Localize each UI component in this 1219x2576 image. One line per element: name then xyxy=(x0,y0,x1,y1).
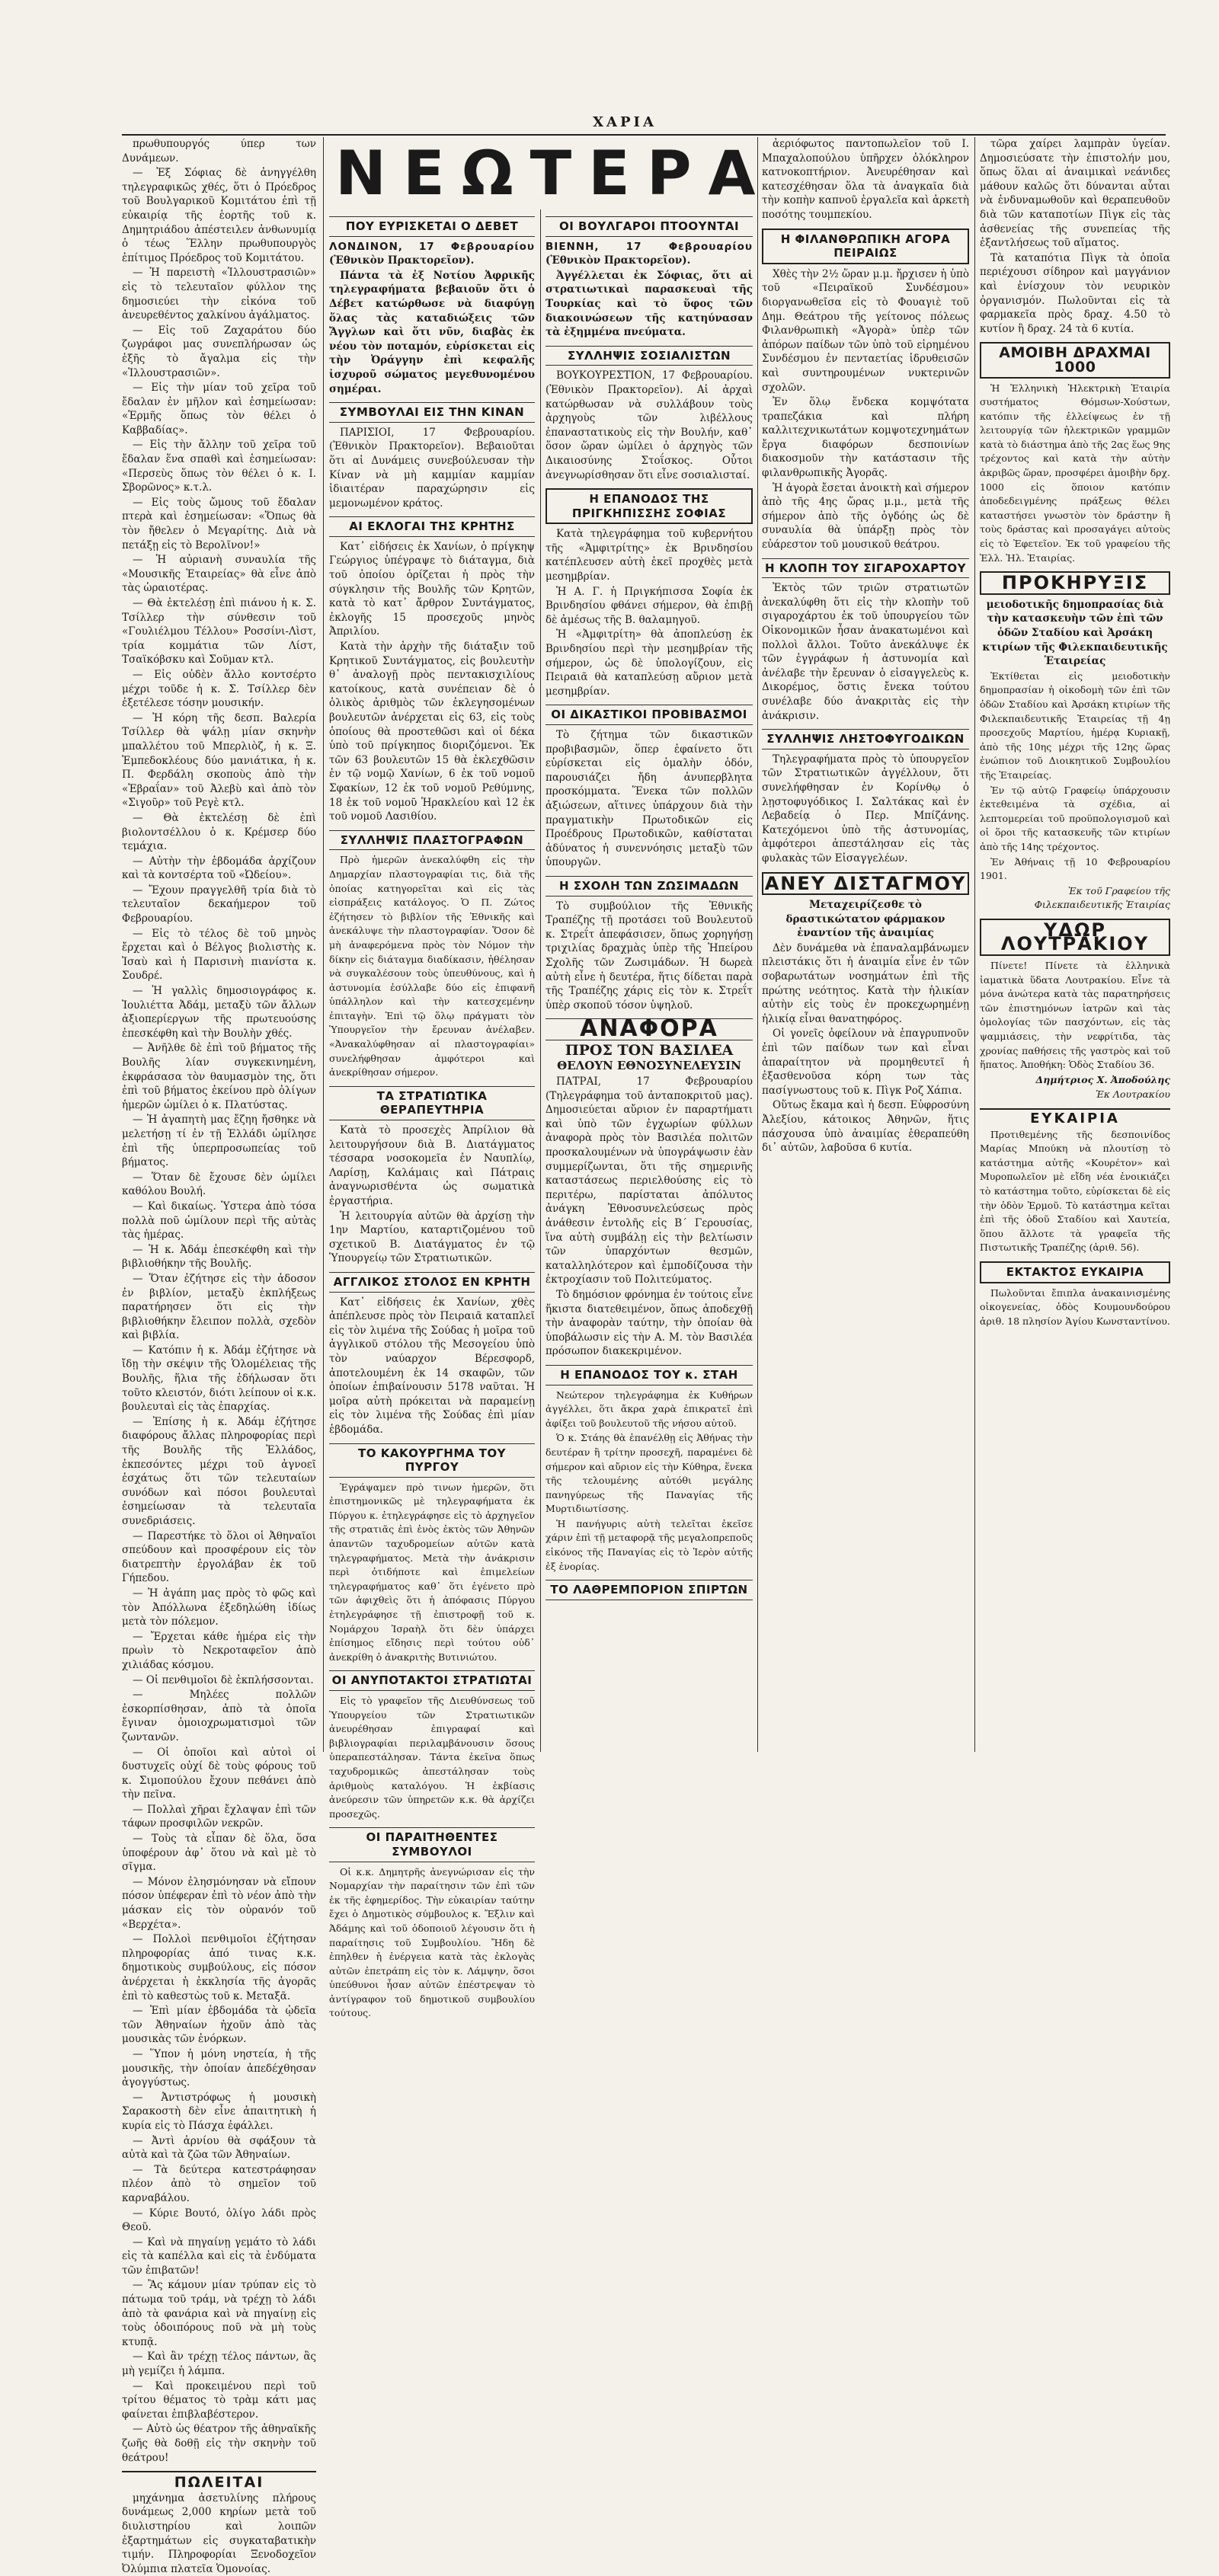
subheadline: Μεταχειρίζεσθε τὸ δραστικώτατον φάρμακον ἐναντίον τῆς ἀναιμίας xyxy=(785,899,945,940)
headline-ektaktos: ΕΚΤΑΚΤΟΣ ΕΥΚΑΙΡΙΑ xyxy=(980,1261,1170,1283)
column-1 xyxy=(122,137,316,2575)
article-text: Κατὰ τὸ προσεχὲς Ἀπρίλιον θὰ λειτουργήσουν διὰ Β. Διατάγματος τέσσαρα νοσοκομεῖα ἐν Ναυπλίῳ, Λαρίσῃ, Καλάμαις καὶ Πάτραις ἀναγνωρισθέντα ὡς σωματικὰ ἐργαστήρια. xyxy=(329,1124,535,1207)
news-item: — Εἰς τὸ τέλος δὲ τοῦ μηνὸς ἔρχεται καὶ ὁ Βέλγος βιολιστὴς κ. Ἰσαὺ καὶ ἡ Παρισινὴ πιανίστα κ. Σουδρέ. xyxy=(122,927,316,983)
headline-pyrgos: ΤΟ ΚΑΚΟΥΡΓΗΜΑ ΤΟΥ ΠΥΡΓΟΥ xyxy=(329,1443,535,1478)
news-item: — Ἔχουν πραγγελθῆ τρία διὰ τὸ τελευταῖον δεκαήμερον τοῦ Φεβρουαρίου. xyxy=(122,884,316,925)
article-text: Κατὰ τὴν ἀρχὴν τῆς διάταξιν τοῦ Κρητικοῦ Συντάγματος, εἰς βουλευτὴν θ᾿ ἀναλογῇ πρὸς πεντακισχιλίους κατοίκους, κατὰ συνέπειαν δὲ ὁ ὁλικὸς ἀριθμὸς τῶν ἐκλεγησομένων βουλευτῶν ἀνέρχεται εἰς 63, εἰς τοὺς ὁποίους θὰ προστεθῶσι καὶ οἱ δέκα ὑπὸ τοῦ πρίγκηπος διοριζόμενοι. Ἐκ τῶν 63 βουλευτῶν 15 θὰ ἐκλεχθῶσιν ἐν τῷ νομῷ Χανίων, 6 ἐκ τοῦ νομοῦ Σφακίων, 12 ἐκ τοῦ νομοῦ Ρεθύμνης, 18 ἐκ τοῦ νομοῦ Ἡρακλείου καὶ 12 ἐκ τοῦ νομοῦ Λασιθίου. xyxy=(329,641,535,823)
headline-anypotaktoi: ΟΙ ΑΝΥΠΟΤΑΚΤΟΙ ΣΤΡΑΤΙΩΤΑΙ xyxy=(329,1670,535,1691)
news-item: — Αὐτὴν τὴν ἑβδομάδα ἀρχίζουν καὶ τὰ κοντσέρτα τοῦ «Ὠδείου». xyxy=(122,855,316,882)
column-2 xyxy=(329,137,535,2019)
news-item: — Ἔρχεται κάθε ἡμέρα εἰς τὴν πρωὶν τὸ Νεκροταφεῖον ἀπὸ χιλιάδας κόσμου. xyxy=(122,1630,316,1671)
news-source: (Ἐθνικὸν Πρακτορεῖον). xyxy=(329,254,475,267)
headline-kina: ΣΥΜΒΟΥΛΑΙ ΕΙΣ ΤΗΝ ΚΙΝΑΝ xyxy=(329,402,535,423)
article-text: Οὕτως ἔκαμα καὶ ἡ δεσπ. Εὐφροσύνη Ἀλεξίου, κάτοικος Ἀθηνῶν, ἥτις πάσχουσα ὑπὸ ἀναιμίας ἐθεραπεύθη δι᾿ αὐτῶν, λαβοῦσα 6 κυτία. xyxy=(762,1099,969,1155)
column-1-text xyxy=(122,137,316,2465)
news-item: — Ἡ ἀγάπη μας πρὸς τὸ φῶς καὶ τὸν Ἀπόλλωνα ἐξεδηλώθη ἰδίως μετὰ τὸν πόλεμον. xyxy=(122,1587,316,1628)
headline-stais: Η ΕΠΑΝΟΔΟΣ ΤΟΥ κ. ΣΤΑΗ xyxy=(546,1365,753,1385)
headline-anafora: ΑΝΑΦΟΡΑ xyxy=(546,1018,753,1040)
headline-prokirixis: ΠΡΟΚΗΡΥΞΙΣ xyxy=(980,571,1170,595)
news-item: — Ἡ γαλλὶς δημοσιογράφος κ. Ἰουλιέττα Ἀδάμ, μεταξὺ τῶν ἄλλων ἀξιοπερίεργων τῆς πρωτευούσης ἐπεσκέφθη καὶ τὴν Βουλὴν χθές. xyxy=(122,985,316,1040)
news-item: πρωθυπουργός ύπερ των Δυνάμεων. xyxy=(122,138,316,165)
article-text: Κατ᾿ εἰδήσεις ἐκ Χανίων, ὁ πρίγκηψ Γεώργιος ὑπέγραψε τὸ διάταγμα, διὰ τοῦ ὁποίου ὁρίζεται ἡ πρὸς τὴν σύγκλησιν τῆς Βουλῆς τῶν Κρητῶν, κατὰ τὸ κατ᾿ ἄρθρον Συντάγματος, ἐκλογῆς 15 προσεχοῦς μηνὸς Ἀπριλίου. xyxy=(329,540,535,638)
top-rule xyxy=(122,134,1166,136)
news-item: — Ἡ κόρη τῆς δεσπ. Βαλερία Τσίλλερ θὰ ψάλῃ μίαν σκηνὴν μπαλλέτου τοῦ Μπερλιὸζ, ἡ κ. Ξ. Ἐμπεδοκλέους δύο μανιάτικα, ἡ κ. Π. Φερδάλη σκοποὺς ἀπὸ τὴν «Ἑβραΐαν» τοῦ Ἀλεβὺ καὶ ἀπὸ τὸν «Σιγοῦρ» τοῦ Ρεγὲ κτλ. xyxy=(122,711,316,810)
headline-listes: ΣΥΛΛΗΨΙΣ ΛΗΣΤΟΦΥΓΟΔΙΚΩΝ xyxy=(762,729,969,749)
headline-kriti: ΑΙ ΕΚΛΟΓΑΙ ΤΗΣ ΚΡΗΤΗΣ xyxy=(329,516,535,537)
news-item: — Οἱ ὁποῖοι καὶ αὐτοὶ οἱ δυστυχεῖς οὐχί δὲ τοὺς φόρους τοῦ κ. Σιμοπούλου ἔχουν πεθάνει ἀπὸ τὴν πεῖνα. xyxy=(122,1746,316,1801)
article-text: Πίνετε! Πίνετε τὰ ἑλληνικὰ ἰαματικὰ ὕδατα Λουτρακίου. Εἶνε τὰ μόνα ἀνώτερα κατὰ τὰς παρατηρήσεις τῶν ἐπιστημόνων ἰατρῶν καὶ τὰς ὁμολογίας τῶν πασχόντων, εἰς τὰς ψαμμιάσεις, τὴν νεφρίτιδα, τὰς χρονίας παθήσεις τῆς γαστρὸς καὶ τοῦ ἥπατος. Ἀποθήκη: Ὁδὸς Σταδίου 36. xyxy=(980,960,1170,1071)
article-text: Τὸ συμβούλιον τῆς Ἐθνικῆς Τραπέζης τῇ προτάσει τοῦ Βουλευτοῦ κ. Στρεΐτ ἀπεφάσισεν, ὅπως χορηγήσῃ τριχιλίας δραχμὰς ὑπὲρ τῆς Ἡπείρου Σχολῆς τῶν Ζωσιμάδων. Ἡ δωρεὰ αὐτὴ εἶνε ἡ δευτέρα, ἥτις δίδεται παρὰ τῆς Τραπέζης χάρις εἰς τὸν κ. Στρεΐτ ὑπὲρ σκοποῦ τόσον ὑψηλοῦ. xyxy=(546,900,753,1012)
article-text: Ἡ Ἑλληνικὴ Ἠλεκτρικὴ Ἑταιρία συστήματος Θόμσων-Χούστων, κατόπιν τῆς ἐλλείψεως ἐν τῇ λειτουργίᾳ τῶν ἠλεκτρικῶν γραμμῶν κατὰ τὸ διάστημα ἀπὸ τῆς 2ας ἕως 9ης τρέχοντος καὶ κατὰ τὴν αὐτὴν ἀκριβῶς ὥραν, προσφέρει ἀμοιβὴν δρχ. 1000 εἰς ὅποιον κατόπιν ἀποδεδειγμένης πράξεως θέλει καταστήσει γνωστὸν τὸν δράστην ἢ τοὺς δράστας καὶ προσαγάγει αὐτοὺς εἰς τὸ Ἐφετεῖον. Ἐκ τοῦ γραφείου τῆς Ἑλλ. Ἠλ. Ἑταιρίας. xyxy=(980,382,1170,564)
article-text: ἀεριόφωτος παντοπωλεῖον τοῦ Ι. Μπαχαλοπούλου ὑπῆρχεν ὁλόκληρον κατνοκοπτήριον. Ἀνευρέθησαν καὶ κατεσχέθησαν ὅλα τὰ ἀναγκαῖα διὰ τὴν κοπὴν καπνοῦ ἐργαλεῖα καὶ ἀρκετὴ ποσότης τουμπεκίου. xyxy=(762,138,969,221)
article-text: Ἡ ἀγορὰ ἔσεται ἀνοικτὴ καὶ σήμερον ἀπὸ τῆς 4ης ὥρας μ.μ., μετὰ τῆς σήμερον ἀπὸ τῆς ὀγδόης ὡς δὲ συναυλία θὰ ὑπάρξῃ πρὸς τὸν εὐάρεστον τοῦ μουσικοῦ θεάτρου. xyxy=(762,481,969,551)
column-divider xyxy=(323,137,324,1752)
article-text: Ἡ πανήγυρις αὐτὴ τελεῖται ἐκεῖσε χάριν ἐπὶ τῇ μεταφορᾷ τῆς μεγαλοπρεποῦς εἰκόνος τῆς Παναγίας εἰς τὸ Ἱερὸν αὐτῆς ἐξ ἐνορίας. xyxy=(546,1517,753,1572)
article-text: ΒΟΥΚΟΥΡΕΣΤΙΟΝ, 17 Φεβρουαρίου. (Ἐθνικὸν Πρακτορεῖον). Αἱ ἀρχαὶ κατώρθωσαν νὰ συλλάβουν τοὺς ἀρχηγοὺς τῶν λιβέλλους ἐπαναστατικοὺς εἰς τὴν Βουλήν, καθ᾿ ὅσον ὥραν ὡμίλει ὁ ἀρχηγὸς τῶν Δικαιοσύνης Στοΐσκος. Οὗτοι ἀνεγνωρίσθησαν ὅτι εἶνε σοσιαλισταί. xyxy=(546,369,753,481)
headline-dikastikoi: ΟΙ ΔΙΚΑΣΤΙΚΟΙ ΠΡΟΒΙΒΑΣΜΟΙ xyxy=(546,705,753,725)
article-text: Ἐν Ἀθήναις τῇ 10 Φεβρουαρίου 1901. xyxy=(980,855,1170,882)
news-item: — Εἰς τὴν μίαν τοῦ χεῖρα τοῦ ἔδαλαν ἐν μῆλον καὶ ἐσημείωσαν: «Ἑρμῆς ὅπως τὸν θέλει ὁ Καββαδίας». xyxy=(122,382,316,436)
masthead-title: ΝΕΩΤΕΡΑ xyxy=(335,138,773,209)
news-item: — Ἡ αὐριανὴ συναυλία τῆς «Μουσικῆς Ἑταιρείας» θὰ εἶνε ἀπὸ τὰς ὡραιοτέρας. xyxy=(122,554,316,595)
news-item: — Τοὺς τὰ εἶπαν δὲ ὅλα, ὅσα ὑποφέρουν ἀφ᾿ ὅτου νὰ καὶ μὲ τὸ σῖγμα. xyxy=(122,1833,316,1874)
news-item: — Πολλοὶ πενθιμοῖοι ἐζήτησαν πληροφορίας ἀπό τινας κ.κ. δημοτικοὺς συμβούλους, εἰς πόσον ἀνέρχεται ἡ ἐκκλησία τῆς ἀγορᾶς ἐπὶ τὸ καθεστὼς τοῦ κ. Μεταξᾶ. xyxy=(122,1933,316,2002)
article-text: Ἐν ὅλῳ ἕνδεκα κομψότατα τραπεζάκια καὶ πλήρη καλλιτεχνικωτάτων κομψοτεχνημάτων ἔργα διαφόρων δεσποινίων διακοσμοῦν τὴν κατάστασιν τῆς φιλανθρωπικῆς Ἀγορᾶς. xyxy=(762,396,969,480)
article-text: τῶρα χαίρει λαμπρὰν ὑγείαν. Δημοσιεύσατε τὴν ἐπιστολήν μου, ὅπως ὅλαι αἱ ἀναιμικαὶ νεάνιδες μάθουν καλῶς ὅτι δύνανται αὗται νὰ ἐνδυναμωθοῦν καὶ θεραπευθοῦν διὰ τῶν καταποτίων Πὶγκ εἰς τὰς ἀσθενείας τῆς συνεπείας τῆς ἐξαντλήσεως τοῦ αἵματος. xyxy=(980,138,1170,250)
article-text: Ἐκτίθεται εἰς μειοδοτικὴν δημοπρασίαν ἡ οἰκοδομὴ τῶν ἐπὶ τῶν ὁδῶν Σταδίου καὶ Ἀρσάκη κτιρίων τῆς Φιλεκπαιδευτικῆς Ἑταιρείας τῇ 4ῃ προσεχοῦς Μαρτίου, ἡμέρᾳ Κυριακῇ, ἀπὸ τῆς 10ης μέχρι τῆς 12ης ὥρας ἐνώπιον τοῦ Διοικητικοῦ Συμβουλίου τῆς Ἑταιρείας. xyxy=(980,670,1170,781)
news-item: — Καὶ δικαίως. Ὑστερα ἀπὸ τόσα πολλὰ ποῦ ὡμίλουν περὶ τῆς αὐτὰς τὰς ἡμέρας. xyxy=(122,1200,316,1242)
headline-plastografoi: ΣΥΛΛΗΨΙΣ ΠΛΑΣΤΟΓΡΑΦΩΝ xyxy=(329,830,535,851)
headline-lathremporio: ΤΟ ΛΑΘΡΕΜΠΟΡΙΟΝ ΣΠΙΡΤΩΝ xyxy=(546,1580,753,1600)
news-item: — Ὅταν ἐζήτησε εἰς τὴν ἀδοσον ἐν βιβλίον, μεταξὺ ἐκπλήξεως παρατήρησεν ὅτι εἰς τὴν βιβλιοθήκην ἔλειπον πολλὰ, σχεδὸν καὶ βιβλία. xyxy=(122,1272,316,1342)
news-source: (Ἐθνικὸν Πρακτορεῖον). xyxy=(546,254,691,267)
news-item: — Παρεστήκε τὸ ὅλοι οἱ Ἀθηναῖοι σπεύδουν καὶ προσφέρουν εἰς τὸν διατρεπτὴν ἐργολάβαν ἐκ τοῦ Γήπεδου. xyxy=(122,1529,316,1585)
article-text: ΠΑΡΙΣΙΟΙ, 17 Φεβρουαρίου. (Ἐθνικὸν Πρακτορεῖον). Βεβαιοῦται ὅτι αἱ Δυνάμεις συνεβούλευσαν τὴν Κίναν νὰ μὴ καμμίαν καμμίαν ἰδιαιτέραν παραχώρησιν εἰς μεμονωμένον κράτος. xyxy=(329,426,535,510)
article-text: Πάντα τὰ ἐξ Νοτίου Ἀφρικῆς τηλεγραφήματα βεβαιοῦν ὅτι ὁ Δέβετ κατώρθωσε νὰ διαφύγῃ ὅλας τὰς καταδιώξεις τῶν Ἄγγλων καὶ ὅτι νῦν, διαβὰς ἐκ νέου τὸν ποταμόν, εὑρίσκεται εἰς τὴν Ὀράγγην ἐπὶ κεφαλῆς ἰσχυροῦ σώματος μεγεθυνομένου σημέραι. xyxy=(329,269,535,395)
headline-agora: Η ΦΙΛΑΝΘΡΩΠΙΚΗ ΑΓΟΡΑ ΠΕΙΡΑΙΩΣ xyxy=(762,229,969,264)
column-divider xyxy=(757,137,758,1752)
column-5 xyxy=(980,137,1170,1756)
subheadline: ΠΡΟΣ ΤΟΝ ΒΑΣΙΛΕΑ xyxy=(565,1041,734,1059)
headline-debet: ΠΟΥ ΕΥΡΙΣΚΕΤΑΙ Ο ΔΕΒΕΤ xyxy=(329,216,535,237)
news-item: — Οἱ πενθιμοῖοι δὲ ἐκπλήσσονται. xyxy=(133,1673,314,1686)
news-item: — Ἐπίσης ἡ κ. Ἀδάμ ἐζήτησε διαφόρους ἄλλας πληροφορίας περὶ τῆς Βουλῆς τῆς Ἑλλάδος, ἐκπεσόντες μέχρι τοῦ ἀγνοεῖ ἐσχάτως ὅτι τῶν τελευταίων συνόδων καὶ πόσοι βουλευταὶ ἐσημείωσαν τὰ τελευταῖα συνεδριάσεις. xyxy=(122,1415,316,1527)
article-text: Ἡ λειτουργία αὐτῶν θὰ ἀρχίσῃ τὴν 1ην Μαρτίου, καταρτιζομένου τοῦ σχετικοῦ Β. Διατάγματος ἐν τῷ Ὑπουργείῳ τῶν Στρατιωτικῶν. xyxy=(329,1210,535,1265)
news-item: — Ἡ ἀγαπητὴ μας ἔζηη ἤσθηκε νὰ μελετήσῃ τί ἐν τῇ Ἑλλάδι ὡμίλησε ἐπὶ τῆς ὑπερπροσωπείας τοῦ βήματος. xyxy=(122,1114,316,1169)
news-item: — Θὰ ἐκτελέσῃ δὲ ἐπὶ βιολοντσέλλου ὁ κ. Κρέμσερ δύο τεμάχια. xyxy=(122,811,316,853)
dateline: ΒΙΕΝΝΗ, 17 Φεβρουαρίου xyxy=(546,240,753,253)
article-text: Ὁ κ. Στάης θὰ ἐπανέλθῃ εἰς Ἀθήνας τὴν δευτέραν ἢ τρίτην προσεχῆ, παραμένει δὲ σήμερον καὶ αὔριον εἰς τὴν Κύθηρα, ἕνεκα τῆς τελουμένης αὐτόθι μεγάλης πανηγύρεως τῆς Παναγίας τῆς Μυρτιδιωτίσσης. xyxy=(546,1432,753,1515)
headline-sosialistes: ΣΥΛΛΗΨΙΣ ΣΟΣΙΑΛΙΣΤΩΝ xyxy=(546,346,753,366)
article-text: Χθὲς τὴν 2½ ὥραν μ.μ. ἤρχισεν ἡ ὑπὸ τοῦ «Πειραϊκοῦ Συνδέσμου» διοργανωθεῖσα εἰς τὸ Φουαγιὲ τοῦ Δημ. Θεάτρου τῆς γείτονος πόλεως Φιλανθρωπικὴ «Ἀγορὰ» ὑπὲρ τῶν ἀπόρων παίδων τῶν ὑπὸ τοῦ εἰρημένου Συνδέσμου ἐν πενταετίας ἱδρυθεισῶν καὶ συντηρουμένων νυκτερινῶν σχολῶν. xyxy=(762,267,969,394)
news-item: — Ἐπὶ μίαν ἑβδομάδα τὰ ᾠδεῖα τῶν Ἀθηναίων ἠχοῦν ἀπὸ τὰς μουσικὰς τῶν ἐνόρκων. xyxy=(122,2005,316,2046)
news-item: — Θὰ ἐκτελέσῃ ἐπὶ πιάνου ἡ κ. Σ. Τσίλλερ τὴν σύνθεσιν τοῦ «Γουλιέλμου Τέλλου» Ροσσίνι-Λὶστ, τρία κομμάτια τῶν Λίστ, Τσαϊκόβσκυ καὶ Σοῦμαν κτλ. xyxy=(122,597,316,666)
news-item: — Καὶ νὰ πηγαίνῃ γεμάτο τὸ λάδι εἰς τὰ καπέλλα καὶ εἰς τὰ ἐνδύματα τῶν ἐπιβατῶν! xyxy=(122,2236,316,2277)
news-item: — Ἀντιστρόφως ἡ μουσικὴ Σαρακοστὴ δὲν εἶνε ἀπαιτητικὴ ἡ κυρία εἰς τὸ Πάσχα ἐφάλλει. xyxy=(122,2091,316,2132)
article-text: Τὸ ζήτημα τῶν δικαστικῶν προβιβασμῶν, ὅπερ ἐφαίνετο ὅτι εὑρίσκεται εἰς ὁμαλὴν ὁδόν, παρουσιάζει ἤδη ἀνυπερβλητα προσκόμματα. Ἕνεκα τῶν πολλῶν ἀξιώσεων, αἵτινες ὑπάρχουν διὰ τὴν πραγματικὴν Πρωτοδικῶν εἰς Προέδρους Πρωτοδικῶν, καθίσταται ἀδύνατος ἡ συνεννόησις μεταξὺ τῶν ὑπουργῶν. xyxy=(546,729,753,869)
article-text: Δὲν δυνάμεθα νὰ ἐπαναλαμβάνωμεν πλειστάκις ὅτι ἡ ἀναιμία εἶνε ἐν τῶν σοβαρωτάτων νοσημάτων ἐπὶ τῆς πρώτης νεότητος. Κατὰ τὴν ἡλικίαν αὐτὴν εἰς τοὺς ἐν προκεχωρημένῃ ἡλικίᾳ εἶναι θανατηφόρος. xyxy=(762,941,969,1025)
column-divider xyxy=(540,209,541,1752)
article-text: ΠΑΤΡΑΙ, 17 Φεβρουαρίου (Τηλεγράφημα τοῦ ἀνταποκριτοῦ μας). Δημοσιεύεται αὔριον ἐν παραρτήματι καὶ ὑπὸ τῶν ἐγχωρίων φύλλων ἀναφορὰ πρὸς τὸν Βασιλέα πολιτῶν προσκαλουμένων νὰ ὑπογράψωσιν ἐὰν συμμερίζωνται, ὅτι τῆς σημερινῆς καταστάσεως περιελθούσης εἰς τὸ περιτέρω, παρίσταται ἀπόλυτος ἀνάγκη Ἐθνοσυνελεύσεως πρὸς ἀνάθεσιν ἐντολῆς εἰς Β΄ Γερουσίας, ἵνα αὐτὴ συμβάλῃ εἰς τὴν βελτίωσιν τῶν ὑπαρχόντων θεσμῶν, καταλληλότερον καὶ ἐμποδίζουσα τὴν ἐκτροχίασιν τοῦ Πολιτεύματος. xyxy=(546,1075,753,1286)
headline-klopi: Η ΚΛΟΠΗ ΤΟΥ ΣΙΓΑΡΟΧΑΡΤΟΥ xyxy=(762,558,969,579)
article-text: Ἡ «Ἀμφιτρίτη» θὰ ἀποπλεύσῃ ἐκ Βρινδησίου περὶ τὴν μεσημβρίαν τῆς σήμερον, ὡς δὲ ὑπολογίζουν, εἰς Πειραιᾶ θὰ καταπλεύσῃ αὔριον μετὰ μεσημβρίαν. xyxy=(546,628,753,698)
news-item: — Ἀνῆλθε δὲ ἐπὶ τοῦ βήματος τῆς Βουλῆς λίαν συγκεκινημένη, ἐκφράσασα τὸν θαυμασμὸν της, ὅτι ἐπὶ τοῦ βήματος ἐκείνου πρὸ ὀλίγων ἡμερῶν ὡμίλει ὁ κ. Πλατύστας. xyxy=(122,1042,316,1111)
headline-zosimades: Η ΣΧΟΛΗ ΤΩΝ ΖΩΣΙΜΑΔΩΝ xyxy=(546,876,753,896)
headline-stolos: ΑΓΓΛΙΚΟΣ ΣΤΟΛΟΣ ΕΝ ΚΡΗΤΗ xyxy=(329,1272,535,1293)
headline-voulgaroi: ΟΙ ΒΟΥΛΓΑΡΟΙ ΠΤΟΟΥΝΤΑΙ xyxy=(546,216,753,237)
news-item: — Ὅταν δὲ ἔχουσε δὲν ὡμίλει καθόλου Βουλή. xyxy=(122,1171,316,1198)
dateline: ΛΟΝΔΙΝΟΝ, 17 Φεβρουαρίου xyxy=(329,240,535,253)
headline-sofia: Η ΕΠΑΝΟΔΟΣ ΤΗΣ ΠΡΙΓΚΗΠΙΣΣΗΣ ΣΟΦΙΑΣ xyxy=(546,488,753,524)
article-text: Οἱ κ.κ. Δημητρῆς ἀνεγνώρισαν εἰς τὴν Νομαρχίαν τὴν παραίτησιν τῶν ἐπὶ τῶν ἐκ τῆς ἐφημερίδος. Τὴν εὐκαιρίαν ταύτην ἔχει ὁ Δημοτικὸς σύμβουλος κ. Ἔξλιν καὶ Ἀδάμης καὶ τοῦ ὁδοποιοῦ λέγουσιν ὅτι ἡ παραίτησις τοῦ Συμβουλίου. Ἤδη δὲ ἐπηλθεν ἡ ἐνέργεια κατὰ τὰς ἐκλογὰς αὐτῶν ἐπετράπη εἰς τὸν κ. Λάμψην, ὅσοι ὑπεύθυνοι ἦσαν αὐτῶν ἐπέστρεψαν τὸ ἀντίγραφον τοῦ δημοτικοῦ συμβουλίου τούτους. xyxy=(329,1865,535,2019)
signature: Δημήτριος Χ. Ἀποδούλης xyxy=(1035,1073,1170,1085)
news-item: — Κατόπιν ἡ κ. Ἀδάμ ἐζήτησε νὰ ἴδῃ τὴν σκέψιν τῆς Ὁλομέλειας τῆς Βουλῆς, ἥλια τῆς ἐδήλωσαν ὅτι τοῦτο κλειστόν, διότι λείπουν οἱ κ.κ. βουλευταὶ εἰς τὰς ἐπαρχίας. xyxy=(122,1344,316,1414)
article-text: Κατὰ τηλεγράφημα τοῦ κυβερνήτου τῆς «Ἀμφιτρίτης» ἐκ Βρινδησίου κατέπλευσεν αὐτὴ ἐκεῖ προχθὲς μετὰ μεσημβρίαν. xyxy=(546,528,753,583)
article-text: Νεώτερον τηλεγράφημα ἐκ Κυθήρων ἀγγέλλει, ὅτι ἄκρα χαρὰ ἐπικρατεῖ ἐπὶ ἀφίξει τοῦ βουλευτοῦ τῆς νήσου αὐτοῦ. xyxy=(546,1389,753,1429)
article-text: Ἀγγέλλεται ἐκ Σόφιας, ὅτι αἱ στρατιωτικαὶ παρασκευαὶ τῆς Τουρκίας καὶ τὸ ὕφος τῶν διακοινώσεων τῆς κατηύνασαν τὰ ἐξημμένα πνεύματα. xyxy=(546,269,753,339)
running-head: ΧΑΡΙΑ xyxy=(593,114,657,130)
article-text: Ἐγράψαμεν πρὸ τινων ἡμερῶν, ὅτι ἐπιστημονικῶς μὲ τηλεγραφήματα ἐκ Πύργου κ. ἐτηλεγράφησε εἰς τὸ ἀρχηγεῖον τῆς στρατιᾶς ἐπὶ ἑνὸς ἐκτὸς τῶν Ἀθηνῶν ἀπαντῶν ταχυδρομείων αὐτῶν κατὰ τηλεγραφήματος. Μετὰ τὴν ἀνάκρισιν περὶ ὁτιδήποτε καὶ ἐπιμελείων τηλεγραφήματος καθ᾿ ὅτι ἐγένετο πρὸ τῶν ἀφιχθεὶς ὅτι ἡ ἀπόφασις Πύργου ἐτηλεγράφησε τῇ ἐπιστροφῇ τοῦ κ. Νομάρχου Ἰσραὴλ ὅτι δὲν ὑπάρχει ἐπίσημος εἴδησις περὶ τούτου οὐδ᾿ ἀνεκρίθη ὁ ἀνακριτὴς Βυτινιώτου. xyxy=(329,1481,535,1663)
article-text: Προτιθεμένης τῆς δεσποινίδος Μαρίας Μπούκη νὰ πλουτίσῃ τὸ κατάστημα αὐτῆς «Κουρέτον» καὶ Μυροπωλεῖον μὲ εἴδη νέα ἐνοικιάζει τὸ κατάστημα τοῦτο, εὑρίσκεται δὲ εἰς τὴν ὁδὸν Ἑρμοῦ. Τὸ κατάστημα κεῖται ἐπὶ τῆς ὁδοῦ Σταδίου καὶ Χαυτεία, ὅπου ἄλλοτε τὰ γραφεῖα τῆς Πιστωτικῆς Τραπέζης (ἀριθ. 56). xyxy=(980,1128,1170,1254)
column-4 xyxy=(762,137,969,1756)
news-item: — Καὶ ἂν τρέχῃ τέλος πάντων, ἂς μὴ γεμίζει ἡ λάμπα. xyxy=(122,2351,316,2378)
news-item: — Ἡ κ. Ἀδάμ ἐπεσκέφθη καὶ τὴν βιβλιοθήκην τῆς Βουλῆς. xyxy=(122,1243,316,1270)
news-item: — Ἀντὶ ἀρνίου θὰ σφάξουν τὰ αὐτὰ καὶ τὰ ζῶα τῶν Ἀθηναίων. xyxy=(122,2134,316,2162)
news-item: — Εἰς τοῦ Ζαχαράτου δύο ζωγράφοι μας συνεπλήρωσαν ὡς ἑξῆς τὸ ἄγαλμα εἰς τὴν «Ἱλλουστρασιῶν». xyxy=(122,324,316,379)
subheadline: μειοδοτικῆς δημοπρασίας διὰ τὴν κατασκευὴν τῶν ἐπὶ τῶν ὁδῶν Σταδίου καὶ Ἀρσάκη κτιρίων τῆς Φιλεκπαιδευτικῆς Ἑταιρείας xyxy=(982,598,1168,668)
subheadline: ΘΕΛΟΥΝ ΕΘΝΟΣΥΝΕΛΕΥΣΙΝ xyxy=(557,1059,741,1073)
headline-symvouloi: ΟΙ ΠΑΡΑΙΤΗΘΕΝΤΕΣ ΣΥΜΒΟΥΛΟΙ xyxy=(329,1827,535,1862)
headline-efkairia: ΕΥΚΑΙΡΙΑ xyxy=(980,1108,1170,1127)
article-text: Ἡ Α. Γ. ἡ Πριγκήπισσα Σοφία ἐκ Βρινδησίου φθάνει σήμερον, θὰ ἐπιβῇ δὲ ἀμέσως τῆς Β. θαλαμηγοῦ. xyxy=(546,585,753,626)
news-item: — Ὕπον ἡ μόνη νηστεία, ἡ τῆς μουσικῆς, τὴν ὁποίαν ἀπεδέχθησαν ἀγογγύστως. xyxy=(122,2047,316,2089)
signature: Ἐκ Λουτρακίου xyxy=(1096,1088,1170,1101)
news-item: — Τὰ δεύτερα κατεστράφησαν πλέον ἀπὸ τὸ σημεῖον τοῦ καρναβάλου. xyxy=(122,2163,316,2204)
headline-amoivi: ΑΜΟΙΒΗ ΔΡΑΧΜΑΙ 1000 xyxy=(980,342,1170,378)
news-item: — Εἰς τὴν ἄλλην τοῦ χεῖρα τοῦ ἔδαλαν ἕνα σπαθὶ καὶ ἐσημείωσαν: «Περσεὺς ὅπως τὸν θέλει ὁ κ. Ι. Σβορῶνος» κ.τ.λ. xyxy=(122,439,316,494)
article-text: Κατ᾿ εἰδήσεις ἐκ Χανίων, χθὲς ἀπέπλευσε πρὸς τὸν Πειραιᾶ καταπλεῖ εἰς τὸν λιμένα τῆς Σούδας ἡ μοῖρα τοῦ ἀγγλικοῦ στόλου τῆς Μεσογείου ὑπὸ τὸν ναύαρχον Βέρεσφορδ, ἀποτελουμένη ἐκ 14 σκαφῶν, τῶν ὁποίων ἐπιβαίνουσιν 5178 ναῦται. Ἡ μοῖρα αὐτὴ πρόκειται νὰ παραμείνῃ εἰς τὸν λιμένα τῆς Σούδας ἐπὶ μίαν ἑβδομάδα. xyxy=(329,1296,535,1436)
news-item: — Καὶ προκειμένου περὶ τοῦ τρίτου θέματος τὸ τρὰμ κάτι μας φαίνεται ἐπιβλαβέστερον. xyxy=(122,2379,316,2421)
news-item: — Εἰς οὐδὲν ἄλλο κοντσέρτο μέχρι τοῦδε ἡ κ. Σ. Τσίλλερ δὲν ἐξετέλεσε τόσην μουσικήν. xyxy=(122,668,316,710)
news-item: — Μόνον ἐλησμόνησαν νὰ εἴπουν πόσον ὑπέφεραν ἐπὶ τὸ νέον ἀπὸ τὴν μάσκαν εἰς τὸν οὐρανόν τοῦ «Βερχέτα». xyxy=(122,1875,316,1931)
article-text: Ἐκτὸς τῶν τριῶν στρατιωτῶν ἀνεκαλύφθη ὅτι εἰς τὴν κλοπὴν τοῦ σιγαροχάρτου ἐκ τοῦ ὑπουργείου τῶν Οἰκονομικῶν ἦσαν ἀνακατωμένοι καὶ πολλοὶ ἄλλοι. Τοῦτο ἀνεκάλυψε ἐκ τῶν ἐγγράφων ἡ ἀστυνομία καὶ ἀνέλαβε τὴν ἔρευναν ὁ εἰσαγγελεὺς κ. Δικορέμος, ὅστις ἔνεκα τούτου συνέλαβε δύο ἀνακριτὰς εἰς τὴν ἀνάκρισιν. xyxy=(762,582,969,722)
column-3 xyxy=(546,137,753,1756)
headline-loutraki: ΥΔΩΡ ΛΟΥΤΡΑΚΙΟΥ xyxy=(980,919,1170,956)
news-item: — Μηλέες πολλῶν ἐσκορπίσθησαν, ἀπὸ τὰ ὁποῖα ἔγιναν ὁμοιοχρωματισμοὶ τῶν ζωντανῶν. xyxy=(122,1689,316,1743)
article-text: Τὸ δημόσιον φρόνημα ἐν τούτοις εἶνε ἥκιστα διατεθειμένον, ὅπως ἀποδεχθῇ τὴν ἀναφορὰν ταύτην, τὴν ὁποίαν θὰ ὑποβάλωσιν εἰς τὴν Α. Μ. τὸν Βασιλέα πρόσωπον διακεκριμένον. xyxy=(546,1288,753,1358)
article-text: Ἐν τῷ αὐτῷ Γραφείῳ ὑπάρχουσιν ἐκτεθειμένα τὰ σχέδια, αἱ λεπτομερείαι τοῦ προϋπολογισμοῦ καὶ οἱ ὅροι τῆς κατασκευῆς τῶν κτιρίων ἀπὸ τῆς 14ης τρέχοντος. xyxy=(980,784,1170,852)
signature: Ἐκ τοῦ Γραφείου τῆς Φιλεκπαιδευτικῆς Ἑταιρίας xyxy=(1034,884,1170,911)
column-divider xyxy=(974,137,975,1752)
news-item: — Εἰς τοὺς ὤμους τοῦ ἔδαλαν πτερὰ καὶ ἐσημείωσαν: «Ὅπως θὰ τὸν ἤθελεν ὁ Μεγαρίτης. Διὰ νὰ πετάξῃ εἰς τὸ Βερολῖνον!» xyxy=(122,496,316,551)
ad-poleitai-title: ΠΩΛΕΙΤΑΙ xyxy=(122,2471,316,2490)
article-text: Τηλεγραφήματα πρὸς τὸ ὑπουργεῖον τῶν Στρατιωτικῶν ἀγγέλλουν, ὅτι συνελήφθησαν ἐν Κορίνθῳ ὁ λῃστοφυγόδικος Ι. Σαλτάκας καὶ ἐν Λεβαδείᾳ ὁ Περ. Μπίζάνης. Κατεχόμενοι ὑπὸ τῆς ἀστυνομίας, ἀμφότεροι ἀπεστάλησαν εἰς τὰς φυλακὰς τῶν Εἰσαγγελέων. xyxy=(762,753,969,865)
article-text: Εἰς τὸ γραφεῖον τῆς Διευθύνσεως τοῦ Ὑπουργείου τῶν Στρατιωτικῶν ἀνευρέθησαν ἐπιγραφαί καὶ βιβλιογραφίαι περιλαμβάνουσιν ὅσους ὑπεραπεστάλησαν. Τάντα ἐκεῖνα ὅπως ταχυδρομικῶς ἀπεστάλησαν τοὺς ἀριθμοὺς καταλόγου. Ἡ ἐκβίασις ἀνεύρεσιν τῶν ὑπηρετῶν κ.κ. θὰ ἀρχίζει προσεχῶς. xyxy=(329,1695,535,1820)
headline-therapeftiria: ΤΑ ΣΤΡΑΤΙΩΤΙΚΑ ΘΕΡΑΠΕΥΤΗΡΙΑ xyxy=(329,1086,535,1120)
news-item: — Ἡ παρειστὴ «Ἱλλουστρασιῶν» εἰς τὸ τελευταῖον φύλλον της δημοσιεύει τὴν εἰκόνα τοῦ ἀνευρεθέντος χαλκίνου ἀγάλματος. xyxy=(122,267,316,322)
news-item: — Αὐτὸ ὡς θέατρον τῆς ἀθηναϊκῆς ζωῆς θὰ δοθῇ εἰς τὴν σκηνὴν τοῦ θεάτρου! xyxy=(122,2423,316,2464)
article-text: Πωλοῦνται ἔπιπλα ἀνακαινισμένης οἰκογενείας, ὁδὸς Κουμουνδούρου ἀριθ. 18 πλησίον Ἁγίου Κωνσταντίνου. xyxy=(980,1286,1170,1327)
news-item: — Ἂς κάμουν μίαν τρύπαν εἰς τὸ πάτωμα τοῦ τράμ, νὰ τρέχῃ τὸ λάδι ἀπὸ τὰ φανάρια καὶ νὰ πηγαίνῃ εἰς τοὺς ὁδοιπόρους ποῦ νὰ μὴ τοὺς κτυπᾷ. xyxy=(122,2279,316,2348)
article-text: Πρὸ ἡμερῶν ἀνεκαλύφθη εἰς τὴν Δημαρχίαν πλαστογραφίαι τις, διὰ τῆς ὁποίας κατηγορεῖται καὶ εἰς τὰς εἰσπράξεις κατάλογος. Ὁ Π. Ζώτος ἐζήτησεν τὸ βιβλίον τῆς Ἐθνικῆς καὶ ἀνεκάλυψε τὴν πλαστογραφίαν. Ὅσον δὲ μὴ ἀναφερόμενα πρὸς τὸν Νόμον τὴν δίκην εἰς διάταγμα διαδίκασιν, ἠθέλησαν νὰ συγκαλέσουν τοὺς ὑπευθύνους, καὶ ἡ ἀστυνομία ἐσύλλαβε δύο εἰς ἐπιφανῆ ὑπάλληλον καὶ τὴν κατεσχεμένην ἐπιταγὴν. Ἐπὶ τῷ ὅλῳ πράγματι τὸν Ὑπουργεῖον τὴν ἔρευναν ἀνέλαβεν. «Ἀνακαλύφθησαν αἱ πλαστογραφίαι» συνελήφθησαν ἀμφότεροι καὶ ἀνεκρίθησαν σήμερον. xyxy=(329,854,535,1079)
article-text: Οἱ γονεῖς ὀφείλουν νὰ ἐπαγρυπνοῦν ἐπὶ τῶν παίδων των καὶ εἶναι ἀπαραίτητον νὰ προμηθευτεῖ ἡ ἐξασθενοῦσα κόρη των τὰς πασίγνωστους τοῦ κ. Πὶγκ Ροζ Χάπια. xyxy=(762,1028,969,1097)
news-item: — Κύριε Βουτό, ὀλίγο λάδι πρὸς Θεοῦ. xyxy=(122,2207,316,2234)
news-item: — Ἐξ Σόφιας δὲ ἀνηγγέλθη τηλεγραφικῶς χθές, ὅτι ὁ Πρόεδρος τοῦ Βουλγαρικοῦ Κομιτάτου ἐπὶ τῇ εὐκαιρίᾳ τῆς ἑορτῆς τοῦ κ. Δημητριάδου ἀπέστειλεν ἀνθωνυμίᾳ ὁ τέως Ἕλλην πρωθυπουργὸς ἐπίτιμος Πρόεδρος τοῦ Κομιτάτου. xyxy=(122,167,316,264)
ad-poleitai-text: μηχάνημα ἀσετυλίνης πλήρους δυνάμεως 2,000 κηρίων μετὰ τοῦ διυλιστηρίου καὶ λοιπῶν ἐξαρτημάτων εἰς συγκαταβατικὴν τιμήν. Πληροφορίαι Ξενοδοχεῖον Ὀλύμπια πλατεῖα Ὁμονοίας. xyxy=(122,2491,316,2575)
article-text: Τὰ καταπότια Πὶγκ τὰ ὁποῖα περιέχουσι σίδηρον καὶ μαγγάνιον καὶ ἐνίσχουν τὸν νευρικὸν ὀργανισμόν. Πωλοῦνται εἰς τὰ φαρμακεῖα πρὸς δραχ. 4.50 τὸ κυτίον ἢ δραχ. 24 τὰ 6 κυτία. xyxy=(980,251,1170,335)
headline-anev-distagmou: ΑΝΕΥ ΔΙΣΤΑΓΜΟΥ xyxy=(762,872,969,896)
news-item: — Πολλαὶ χῆραι ἔχλαψαν ἐπὶ τῶν τάφων προσφιλῶν νεκρῶν. xyxy=(122,1803,316,1830)
